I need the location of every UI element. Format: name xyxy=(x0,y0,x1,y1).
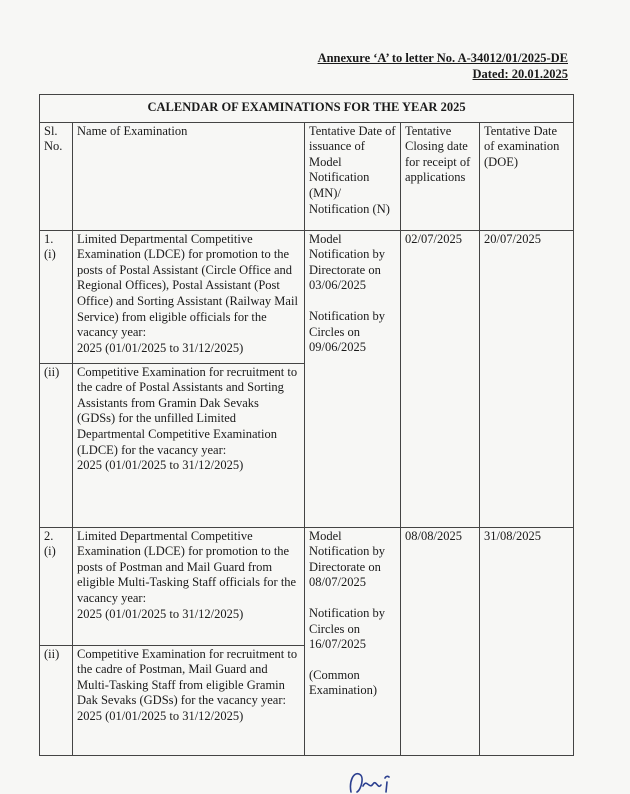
table-row xyxy=(40,527,574,645)
examination-calendar-table xyxy=(39,94,574,756)
vacancy-year: 2025 (01/01/2025 to 31/12/2025) xyxy=(77,458,244,473)
exam-name-cell xyxy=(73,527,305,645)
exam-name: Competitive Examination for recruitment to the cadre of Postal Assistants and Sorting Assistants from Gramin Dak Sevaks (GDSs) for the unfilled Limited Departmental Competitive Examination (LDCE) for the vacancy year: xyxy=(77,364,298,457)
closing-date-cell: 08/08/2025 xyxy=(401,527,480,755)
exam-name: Limited Departmental Competitive Examination (LDCE) for promotion to the posts of Postal Assistant (Circle Office and Regional Offices), Postal Assistant (Post Office) and Sorting Assistant (Railway Mail Service) from eligible officials for the vacancy year: xyxy=(77,231,298,340)
common-examination-note: (Common Examination) xyxy=(309,667,378,698)
exam-name: Competitive Examination for recruitment to the cadre of Postman, Mail Guard and Multi-Tasking Staff from eligible Gramin Dak Sevaks (GDSs) for the vacancy year: xyxy=(77,646,298,708)
vacancy-year: 2025 (01/01/2025 to 31/12/2025) xyxy=(77,708,244,723)
vacancy-year: 2025 (01/01/2025 to 31/12/2025) xyxy=(77,606,244,621)
exam-date-cell: 31/08/2025 xyxy=(480,527,574,755)
annexure-reference: Annexure ‘A’ to letter No. A-34012/01/2025-DE xyxy=(317,51,568,65)
sl-no-cell: (ii) xyxy=(40,645,73,755)
closing-date-cell: 02/07/2025 xyxy=(401,230,480,527)
sl-no-cell: 1. (i) xyxy=(40,230,73,363)
mn-date-cell xyxy=(305,527,401,755)
signature-mark xyxy=(343,764,403,794)
mn-date-cell xyxy=(305,230,401,527)
model-notification: Model Notification by Directorate on 03/06/2025 xyxy=(309,231,386,293)
sl-no-cell: 2. (i) xyxy=(40,527,73,645)
column-header-closing-date: Tentative Closing date for receipt of applications xyxy=(401,122,480,230)
exam-name: Limited Departmental Competitive Examination (LDCE) for promotion to the posts of Postman and Mail Guard from eligible Multi-Tasking Staff officials for the vacancy year: xyxy=(77,528,297,605)
column-header-exam-date: Tentative Date of examination (DOE) xyxy=(480,122,574,230)
exam-name-cell xyxy=(73,230,305,363)
column-header-row xyxy=(40,122,574,230)
circle-notification: Notification by Circles on 16/07/2025 xyxy=(309,605,386,652)
column-header-sl-no: Sl. No. xyxy=(40,122,73,230)
column-header-name: Name of Examination xyxy=(73,122,305,230)
table-title: CALENDAR OF EXAMINATIONS FOR THE YEAR 2025 xyxy=(40,95,574,123)
column-header-mn-date: Tentative Date of issuance of Model Notification (MN)/ Notification (N) xyxy=(305,122,401,230)
table-row xyxy=(40,230,574,363)
exam-name-cell xyxy=(73,363,305,527)
table-title-row xyxy=(40,95,574,123)
vacancy-year: 2025 (01/01/2025 to 31/12/2025) xyxy=(77,340,244,355)
sl-no-cell: (ii) xyxy=(40,363,73,527)
letter-date: Dated: 20.01.2025 xyxy=(472,67,568,81)
exam-date-cell: 20/07/2025 xyxy=(480,230,574,527)
exam-name-cell xyxy=(73,645,305,755)
model-notification: Model Notification by Directorate on 08/07/2025 xyxy=(309,528,386,590)
circle-notification: Notification by Circles on 09/06/2025 xyxy=(309,308,386,355)
